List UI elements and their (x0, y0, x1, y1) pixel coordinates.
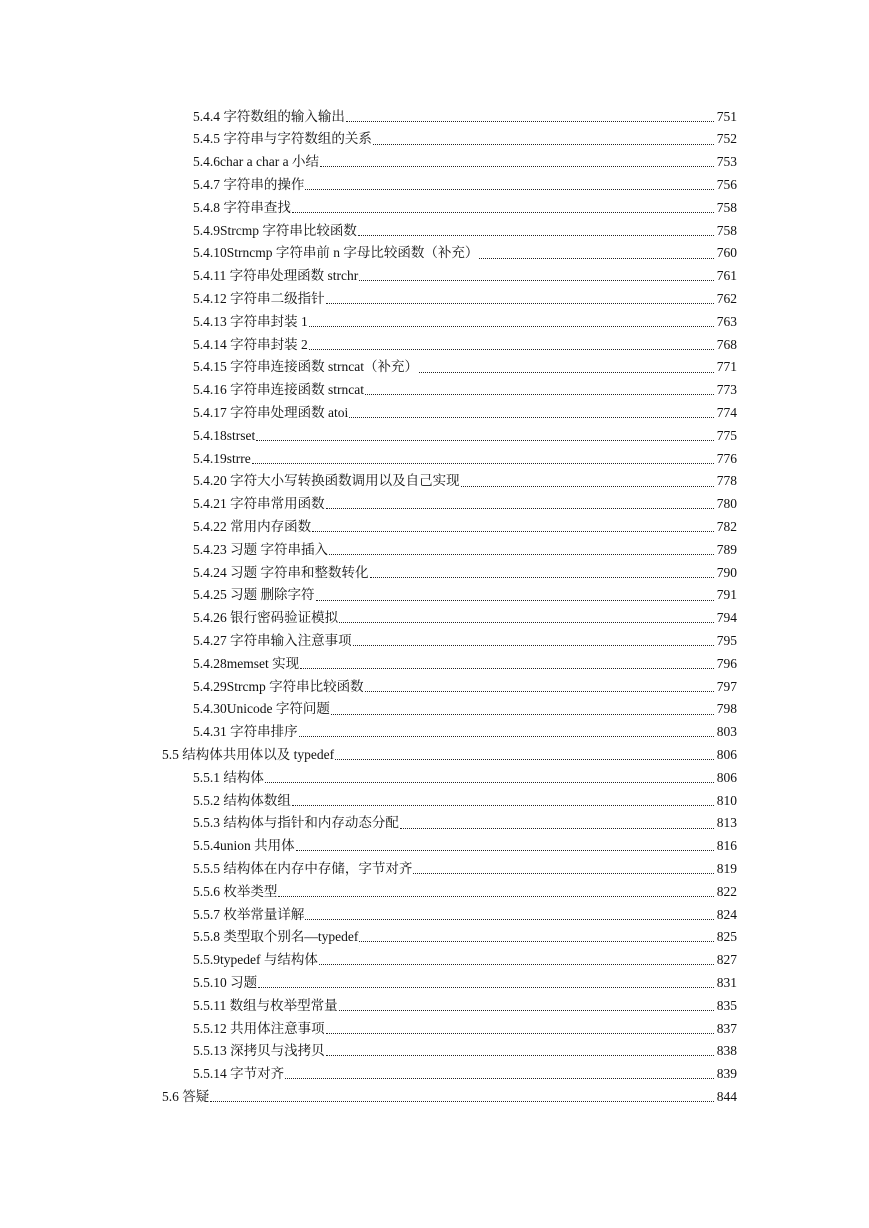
toc-entry-title: 5.4.29Strcmp 字符串比较函数 (193, 678, 364, 694)
toc-subsection-entry[interactable] (0, 401, 869, 424)
dot-leader (339, 621, 714, 623)
toc-subsection-entry[interactable] (0, 356, 869, 379)
toc-subsection-entry[interactable] (0, 789, 869, 812)
toc-entry-page-number: 758 (716, 222, 737, 238)
dot-leader (359, 279, 714, 281)
toc-entry-title: 5.4.31 字符串排序 (193, 724, 298, 740)
toc-entry-title: 5.5.1 结构体 (193, 769, 264, 785)
toc-entry-page-number: 790 (716, 564, 737, 580)
dot-leader (373, 143, 714, 145)
dot-leader (309, 348, 714, 350)
toc-subsection-entry[interactable] (0, 675, 869, 698)
toc-entry-title: 5.5.12 共用体注意事项 (193, 1020, 325, 1036)
dot-leader (305, 918, 714, 920)
toc-subsection-entry[interactable] (0, 903, 869, 926)
toc-entry-title: 5.5.13 深拷贝与浅拷贝 (193, 1043, 325, 1059)
toc-entry-title: 5.4.6char a char a 小结 (193, 154, 319, 170)
dot-leader (331, 713, 714, 715)
dot-leader (278, 895, 714, 897)
toc-entry-title: 5.4.8 字符串查找 (193, 199, 291, 215)
toc-subsection-entry[interactable] (0, 926, 869, 949)
toc-entry-page-number: 780 (716, 496, 737, 512)
toc-subsection-entry[interactable] (0, 515, 869, 538)
toc-entry-page-number: 763 (716, 313, 737, 329)
dot-leader (349, 416, 714, 418)
toc-entry-page-number: 776 (716, 450, 737, 466)
dot-leader (329, 553, 714, 555)
toc-entry-page-number: 775 (716, 427, 737, 443)
toc-subsection-entry[interactable] (0, 607, 869, 630)
dot-leader (365, 690, 714, 692)
toc-entry-page-number: 844 (716, 1088, 737, 1104)
toc-entry-title: 5.5.10 习题 (193, 974, 258, 990)
toc-subsection-entry[interactable] (0, 196, 869, 219)
toc-subsection-entry[interactable] (0, 629, 869, 652)
dot-leader (252, 462, 714, 464)
dot-leader (210, 1100, 714, 1102)
dot-leader (285, 1077, 714, 1079)
toc-subsection-entry[interactable] (0, 880, 869, 903)
toc-entry-page-number: 837 (716, 1020, 737, 1036)
dot-leader (312, 530, 714, 532)
toc-entry-page-number: 762 (716, 291, 737, 307)
toc-entry-title: 5.4.26 银行密码验证模拟 (193, 610, 339, 626)
dot-leader (358, 234, 714, 236)
toc-entry-title: 5.4.5 字符串与字符数组的关系 (193, 131, 372, 147)
dot-leader (353, 644, 714, 646)
toc-entry-page-number: 810 (716, 792, 737, 808)
toc-entry-page-number: 761 (716, 268, 737, 284)
toc-subsection-entry[interactable] (0, 1040, 869, 1063)
toc-subsection-entry[interactable] (0, 219, 869, 242)
toc-entry-title: 5.5.7 枚举常量详解 (193, 906, 305, 922)
toc-section-entry[interactable] (0, 743, 869, 766)
dot-leader (335, 758, 714, 760)
toc-subsection-entry[interactable] (0, 151, 869, 174)
toc-entry-title: 5.5.11 数组与枚举型常量 (193, 997, 338, 1013)
dot-leader (419, 371, 714, 373)
toc-entry-page-number: 816 (716, 838, 737, 854)
dot-leader (339, 1009, 714, 1011)
toc-entry-title: 5.6 答疑 (162, 1088, 210, 1104)
dot-leader (400, 827, 714, 829)
toc-entry-title: 5.4.10Strncmp 字符串前 n 字母比较函数（补充） (193, 245, 479, 261)
toc-entry-title: 5.5.2 结构体数组 (193, 792, 291, 808)
dot-leader (326, 302, 714, 304)
toc-entry-title: 5.4.22 常用内存函数 (193, 518, 312, 534)
toc-entry-page-number: 796 (716, 655, 737, 671)
toc-entry-page-number: 768 (716, 336, 737, 352)
toc-entry-page-number: 822 (716, 883, 737, 899)
toc-entry-page-number: 797 (716, 678, 737, 694)
toc-entry-page-number: 751 (716, 108, 737, 124)
toc-entry-title: 5.4.16 字符串连接函数 strncat (193, 382, 364, 398)
toc-entry-page-number: 838 (716, 1043, 737, 1059)
toc-subsection-entry[interactable] (0, 470, 869, 493)
toc-entry-page-number: 795 (716, 632, 737, 648)
toc-subsection-entry[interactable] (0, 1017, 869, 1040)
dot-leader (326, 507, 714, 509)
toc-entry-title: 5.5.14 字节对齐 (193, 1066, 285, 1082)
dot-leader (359, 940, 714, 942)
dot-leader (299, 735, 714, 737)
toc-subsection-entry[interactable] (0, 538, 869, 561)
toc-entry-title: 5.4.18strset (193, 427, 256, 443)
toc-subsection-entry[interactable] (0, 721, 869, 744)
toc-entry-title: 5.4.21 字符串常用函数 (193, 496, 325, 512)
toc-entry-page-number: 827 (716, 952, 737, 968)
toc-entry-page-number: 798 (716, 701, 737, 717)
dot-leader (305, 188, 714, 190)
toc-subsection-entry[interactable] (0, 652, 869, 675)
toc-subsection-entry[interactable] (0, 698, 869, 721)
toc-subsection-entry[interactable] (0, 766, 869, 789)
toc-subsection-entry[interactable] (0, 1062, 869, 1085)
dot-leader (370, 576, 715, 578)
toc-subsection-entry[interactable] (0, 105, 869, 128)
toc-subsection-entry[interactable] (0, 128, 869, 151)
dot-leader (346, 120, 714, 122)
toc-entry-page-number: 813 (716, 815, 737, 831)
toc-entry-title: 5.4.19strre (193, 450, 251, 466)
toc-entry-title: 5.4.24 习题 字符串和整数转化 (193, 564, 369, 580)
toc-subsection-entry[interactable] (0, 948, 869, 971)
dot-leader (265, 781, 714, 783)
toc-entry-title: 5.4.14 字符串封装 2 (193, 336, 308, 352)
toc-subsection-entry[interactable] (0, 994, 869, 1017)
toc-entry-page-number: 752 (716, 131, 737, 147)
toc-entry-page-number: 758 (716, 199, 737, 215)
dot-leader (258, 986, 714, 988)
toc-entry-title: 5.4.7 字符串的操作 (193, 177, 305, 193)
toc-subsection-entry[interactable] (0, 310, 869, 333)
toc-entry-title: 5.5.8 类型取个别名—typedef (193, 929, 359, 945)
toc-entry-page-number: 778 (716, 473, 737, 489)
toc-subsection-entry[interactable] (0, 287, 869, 310)
toc-subsection-entry[interactable] (0, 493, 869, 516)
toc-entry-title: 5.4.11 字符串处理函数 strchr (193, 268, 359, 284)
toc-subsection-entry[interactable] (0, 173, 869, 196)
dot-leader (326, 1032, 714, 1034)
dot-leader (296, 849, 714, 851)
toc-subsection-entry[interactable] (0, 584, 869, 607)
toc-entry-page-number: 806 (716, 769, 737, 785)
toc-entry-page-number: 760 (716, 245, 737, 261)
toc-entry-page-number: 791 (716, 587, 737, 603)
toc-entry-title: 5.4.17 字符串处理函数 atoi (193, 405, 349, 420)
dot-leader (292, 211, 714, 213)
dot-leader (300, 667, 714, 669)
dot-leader (256, 439, 714, 441)
toc-entry-page-number: 825 (716, 929, 737, 945)
toc-entry-title: 5.4.28memset 实现 (193, 655, 300, 671)
toc-entry-page-number: 771 (716, 359, 737, 375)
toc-subsection-entry[interactable] (0, 424, 869, 447)
toc-entry-page-number: 773 (716, 382, 737, 398)
dot-leader (365, 393, 714, 395)
toc-entry-page-number: 824 (716, 906, 737, 922)
dot-leader (413, 872, 714, 874)
toc-entry-title: 5.4.12 字符串二级指针 (193, 291, 325, 307)
dot-leader (461, 485, 714, 487)
toc-subsection-entry[interactable] (0, 333, 869, 356)
toc-entry-title: 5.4.15 字符串连接函数 strncat（补充） (193, 359, 418, 375)
toc-entry-title: 5.4.4 字符数组的输入输出 (193, 108, 345, 124)
toc-entry-page-number: 774 (716, 405, 737, 420)
toc-subsection-entry[interactable] (0, 265, 869, 288)
toc-entry-title: 5.4.20 字符大小写转换函数调用以及自己实现 (193, 473, 460, 489)
toc-entry-title: 5.5.9typedef 与结构体 (193, 952, 318, 968)
toc-entry-title: 5.4.13 字符串封装 1 (193, 313, 308, 329)
dot-leader (320, 165, 714, 167)
toc-subsection-entry[interactable] (0, 857, 869, 880)
toc-section-entry[interactable] (0, 1085, 869, 1108)
toc-entry-page-number: 819 (716, 860, 737, 876)
dot-leader (309, 325, 714, 327)
toc-entry-page-number: 782 (716, 518, 737, 534)
toc-entry-page-number: 803 (716, 724, 737, 740)
toc-entry-page-number: 835 (716, 997, 737, 1013)
toc-subsection-entry[interactable] (0, 561, 869, 584)
toc-subsection-entry[interactable] (0, 379, 869, 402)
dot-leader (316, 599, 715, 601)
dot-leader (479, 257, 714, 259)
toc-entry-title: 5.4.30Unicode 字符问题 (193, 701, 330, 717)
toc-entry-title: 5.4.25 习题 删除字符 (193, 587, 315, 603)
toc-entry-page-number: 789 (716, 541, 737, 557)
dot-leader (326, 1054, 714, 1056)
toc-entry-title: 5.4.23 习题 字符串插入 (193, 541, 328, 557)
table-of-contents (0, 105, 869, 1108)
toc-subsection-entry[interactable] (0, 835, 869, 858)
toc-subsection-entry[interactable] (0, 971, 869, 994)
toc-entry-page-number: 839 (716, 1066, 737, 1082)
dot-leader (319, 963, 714, 965)
toc-entry-title: 5.5.5 结构体在内存中存储，字节对齐 (193, 860, 413, 876)
toc-subsection-entry[interactable] (0, 812, 869, 835)
toc-entry-title: 5.4.9Strcmp 字符串比较函数 (193, 222, 357, 238)
toc-entry-page-number: 756 (716, 177, 737, 193)
dot-leader (292, 804, 714, 806)
toc-entry-page-number: 831 (716, 974, 737, 990)
toc-entry-title: 5.4.27 字符串输入注意事项 (193, 632, 352, 648)
toc-entry-page-number: 806 (716, 746, 737, 762)
toc-entry-title: 5.5.4union 共用体 (193, 838, 295, 854)
toc-subsection-entry[interactable] (0, 242, 869, 265)
toc-entry-page-number: 794 (716, 610, 737, 626)
toc-entry-title: 5.5 结构体共用体以及 typedef (162, 746, 335, 762)
toc-subsection-entry[interactable] (0, 447, 869, 470)
toc-entry-title: 5.5.3 结构体与指针和内存动态分配 (193, 815, 399, 831)
toc-entry-title: 5.5.6 枚举类型 (193, 883, 278, 899)
toc-entry-page-number: 753 (716, 154, 737, 170)
